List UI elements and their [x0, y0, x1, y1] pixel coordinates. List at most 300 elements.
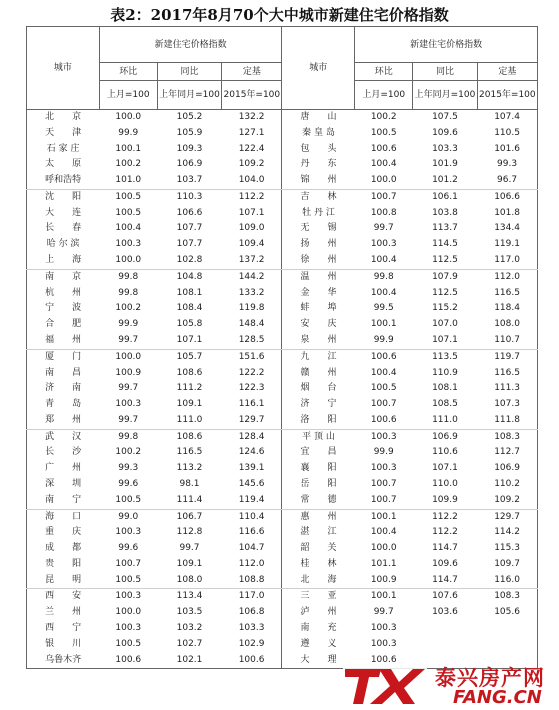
base-value: 110.7: [477, 333, 537, 349]
city-name: 呼和浩特: [27, 173, 100, 189]
mom-value: 100.3: [115, 527, 142, 538]
mom-value: 99.7: [373, 223, 394, 234]
table-row: [27, 573, 538, 589]
base-value: 129.7: [222, 413, 282, 429]
city-name: 锦 州: [282, 173, 355, 189]
yoy-value: 109.6: [432, 558, 458, 569]
yoy-value: 108.1: [176, 287, 203, 298]
header-yoy-sub-right: 上年同月=100: [413, 81, 477, 110]
yoy-value: 108.6: [176, 431, 203, 442]
table-row: [27, 110, 538, 126]
base-value: 112.0: [477, 269, 537, 285]
base-value: 137.2: [222, 253, 282, 269]
base-value: 96.7: [477, 173, 537, 189]
base-value: 107.4: [477, 110, 537, 126]
mom-value: 100.0: [99, 253, 157, 269]
base-value: 116.0: [477, 573, 537, 589]
header-base-left: 定基: [222, 63, 282, 81]
city-name: 贵 阳: [27, 557, 100, 573]
yoy-value: 105.7: [176, 351, 203, 362]
base-value: 109.4: [238, 239, 265, 250]
mom-value: 100.7: [370, 399, 397, 410]
yoy-value: 101.2: [413, 173, 477, 189]
table-row: [27, 349, 538, 365]
mom-value: 100.9: [355, 573, 413, 589]
city-name: 遵 义: [282, 637, 355, 653]
yoy-value: 109.9: [413, 493, 477, 509]
mom-value: 99.3: [118, 463, 139, 474]
table-row: [27, 445, 538, 461]
base-value: 106.9: [477, 461, 537, 477]
table-row: [27, 333, 538, 349]
table-row: [27, 269, 538, 285]
table-row: [27, 509, 538, 525]
yoy-value: 111.0: [157, 413, 221, 429]
base-value: 109.2: [238, 159, 265, 170]
mom-value: 100.0: [115, 607, 142, 618]
base-value: 103.3: [238, 623, 265, 633]
city-name: 湛 江: [282, 525, 355, 541]
base-value: 110.4: [238, 511, 265, 522]
mom-value: 99.6: [118, 478, 139, 489]
yoy-value: 107.6: [432, 591, 458, 602]
mom-value: 100.6: [370, 143, 397, 154]
city-name: 无 锡: [282, 221, 355, 237]
yoy-value: 103.5: [176, 607, 203, 618]
base-value: 108.0: [477, 317, 537, 333]
header-base-sub-left: 2015年=100: [222, 81, 282, 110]
mom-value: 100.1: [370, 591, 397, 602]
yoy-value: 110.3: [176, 191, 203, 202]
table-row: [27, 637, 538, 653]
city-name: 三 亚: [282, 589, 355, 605]
mom-value: 100.4: [370, 287, 397, 298]
base-value: 119.8: [238, 303, 265, 314]
city-name: 温 州: [282, 269, 355, 285]
mom-value: 100.4: [370, 367, 397, 378]
city-name: 常 德: [282, 493, 355, 509]
base-value: 133.2: [238, 287, 265, 298]
header-mom-left: 环比: [99, 63, 157, 81]
yoy-value: 106.9: [176, 159, 203, 170]
yoy-value: 109.1: [176, 399, 203, 410]
base-value: 119.7: [477, 349, 537, 365]
mom-value: 100.0: [115, 112, 142, 122]
city-name: 九 江: [282, 349, 355, 365]
base-value: 122.3: [238, 383, 265, 394]
base-value: 109.0: [238, 223, 265, 234]
price-index-table: [26, 26, 538, 669]
city-name: 安 庆: [282, 317, 355, 333]
table-row: [27, 189, 538, 205]
yoy-value: 106.6: [176, 207, 203, 218]
city-name: 大 连: [27, 206, 100, 222]
city-name: 北 海: [282, 573, 355, 589]
yoy-value: 105.9: [176, 127, 203, 138]
yoy-value: 111.0: [413, 413, 477, 429]
yoy-value: 112.5: [432, 287, 458, 298]
table-row: [27, 557, 538, 573]
base-value: 115.3: [477, 541, 537, 557]
table-row: [27, 126, 538, 142]
mom-value: 100.7: [370, 478, 397, 489]
city-name: 宜 昌: [282, 445, 355, 461]
table-row: [27, 541, 538, 557]
yoy-value: [413, 621, 477, 637]
city-name: 合 肥: [27, 317, 100, 333]
yoy-value: 112.2: [432, 527, 458, 538]
city-name: 长 春: [27, 221, 100, 237]
header-yoy-left: 同比: [157, 63, 221, 81]
base-value: 127.1: [238, 127, 265, 138]
mom-value: 99.9: [118, 319, 139, 330]
yoy-value: 103.2: [176, 623, 203, 633]
yoy-value: 106.7: [176, 511, 203, 522]
base-value: 129.7: [477, 509, 537, 525]
tx-logo-icon: [343, 660, 427, 708]
table-row: [27, 317, 538, 333]
base-value: 107.1: [238, 207, 265, 218]
yoy-value: 101.9: [432, 159, 458, 170]
yoy-value: 107.1: [413, 333, 477, 349]
mom-value: 101.1: [370, 558, 397, 569]
header-base-sub-right: 2015年=100: [477, 81, 537, 110]
city-name: 洛 阳: [282, 413, 355, 429]
mom-value: 100.7: [355, 493, 413, 509]
mom-value: 99.9: [118, 127, 139, 138]
header-yoy-right: 同比: [413, 63, 477, 81]
logo-name-cn: 泰兴房产网: [435, 666, 545, 690]
site-logo: [343, 660, 559, 708]
yoy-value: 103.7: [157, 173, 221, 189]
base-value: 148.4: [238, 319, 265, 330]
city-name: 南 充: [282, 621, 355, 637]
city-name: 秦 皇 岛: [282, 126, 355, 142]
base-value: 122.4: [238, 143, 265, 154]
mom-value: 101.0: [99, 173, 157, 189]
header-group-left: 新建住宅价格指数: [99, 27, 282, 63]
table-row: [27, 525, 538, 541]
city-name: 宁 波: [27, 301, 100, 317]
yoy-value: 107.7: [176, 239, 203, 250]
mom-value: 100.4: [370, 159, 397, 170]
yoy-value: 104.8: [176, 271, 203, 282]
header-mom-right: 环比: [355, 63, 413, 81]
yoy-value: 114.7: [413, 573, 477, 589]
base-value: 134.4: [477, 221, 537, 237]
mom-value: 100.6: [355, 653, 413, 669]
mom-value: 99.8: [118, 271, 139, 282]
mom-value: 100.2: [115, 303, 142, 314]
header-mom-sub-right: 上月=100: [355, 81, 413, 110]
city-name: 乌鲁木齐: [27, 653, 100, 669]
mom-value: 99.0: [118, 511, 139, 522]
city-name: 吉 林: [282, 189, 355, 205]
city-name: 南 昌: [27, 366, 100, 382]
yoy-value: 109.3: [176, 143, 203, 154]
mom-value: 100.5: [370, 127, 397, 138]
mom-value: 100.3: [370, 638, 397, 649]
city-name: 西 安: [27, 589, 100, 605]
base-value: 106.8: [238, 607, 265, 618]
city-name: 深 圳: [27, 477, 100, 493]
city-name: 泉 州: [282, 333, 355, 349]
city-name: 牡 丹 江: [282, 206, 355, 222]
mom-value: 99.7: [99, 333, 157, 349]
base-value: 109.2: [477, 493, 537, 509]
city-name: 兰 州: [27, 605, 100, 621]
mom-value: 99.5: [373, 303, 394, 314]
header-yoy-sub-left: 上年同月=100: [157, 81, 221, 110]
mom-value: 100.3: [115, 239, 142, 250]
base-value: 101.6: [477, 142, 537, 158]
city-name: 北 京: [27, 110, 100, 126]
mom-value: 100.3: [370, 431, 397, 442]
base-value: 119.1: [477, 237, 537, 253]
base-value: 139.1: [238, 463, 265, 474]
yoy-value: [413, 637, 477, 653]
mom-value: 100.0: [355, 173, 413, 189]
city-name: 上 海: [27, 253, 100, 269]
city-name: 重 庆: [27, 525, 100, 541]
mom-value: 99.9: [355, 333, 413, 349]
yoy-value: 109.6: [432, 127, 458, 138]
yoy-value: 116.5: [176, 447, 203, 458]
table-row: [27, 429, 538, 445]
mom-value: 100.4: [370, 527, 397, 538]
base-value: 116.1: [238, 399, 265, 410]
yoy-value: 108.1: [432, 383, 458, 394]
yoy-value: 103.3: [432, 143, 458, 154]
base-value: 116.6: [238, 527, 265, 538]
yoy-value: 110.9: [432, 367, 458, 378]
city-name: 长 沙: [27, 445, 100, 461]
table-row: [27, 366, 538, 382]
table-row: [27, 413, 538, 429]
mom-value: 100.8: [370, 207, 397, 218]
mom-value: 100.3: [115, 623, 142, 633]
city-name: 蚌 埠: [282, 301, 355, 317]
city-name: 扬 州: [282, 237, 355, 253]
yoy-value: 112.2: [432, 511, 458, 522]
base-value: 102.9: [238, 638, 265, 649]
yoy-value: 112.8: [176, 527, 203, 538]
base-value: 118.4: [477, 301, 537, 317]
city-name: 哈 尔 滨: [27, 237, 100, 253]
header-group-right: 新建住宅价格指数: [355, 27, 538, 63]
mom-value: 100.0: [370, 543, 397, 554]
logo-name-en: FANG.CN: [453, 687, 542, 708]
city-name: 厦 门: [27, 349, 100, 365]
mom-value: 99.8: [373, 271, 394, 282]
city-name: 烟 台: [282, 381, 355, 397]
header-city-right: 城市: [282, 27, 355, 110]
header-city-left: 城市: [27, 27, 100, 110]
yoy-value: 108.0: [157, 573, 221, 589]
mom-value: 100.3: [115, 591, 142, 602]
yoy-value: 108.6: [176, 367, 203, 378]
base-value: 132.2: [238, 112, 265, 122]
base-value: 107.3: [477, 397, 537, 413]
yoy-value: 106.9: [432, 431, 458, 442]
table-row: [27, 221, 538, 237]
mom-value: 100.4: [115, 223, 142, 234]
table-row: [27, 397, 538, 413]
city-name: 沈 阳: [27, 189, 100, 205]
table-row: [27, 301, 538, 317]
yoy-value: 107.1: [432, 463, 458, 474]
base-value: 122.2: [238, 367, 265, 378]
yoy-value: 107.5: [432, 112, 458, 122]
city-name: 惠 州: [282, 509, 355, 525]
base-value: [477, 637, 537, 653]
base-value: 151.6: [238, 351, 265, 362]
mom-value: 100.0: [115, 351, 142, 362]
mom-value: 100.2: [370, 112, 397, 122]
city-name: 济 宁: [282, 397, 355, 413]
mom-value: 99.9: [373, 447, 394, 458]
mom-value: 100.9: [115, 367, 142, 378]
city-name: 唐 山: [282, 110, 355, 126]
city-name: 南 京: [27, 269, 100, 285]
base-value: 104.7: [238, 543, 265, 554]
table-row: [27, 157, 538, 173]
mom-value: 99.8: [118, 287, 139, 298]
table-row: [27, 493, 538, 509]
table-row: [27, 461, 538, 477]
mom-value: 100.5: [115, 191, 142, 202]
mom-value: 99.8: [118, 431, 139, 442]
city-name: 丹 东: [282, 157, 355, 173]
yoy-value: 109.1: [176, 558, 203, 569]
city-name: 平 顶 山: [282, 429, 355, 445]
yoy-value: 110.0: [432, 478, 458, 489]
city-name: 福 州: [27, 333, 100, 349]
city-name: 广 州: [27, 461, 100, 477]
base-value: 128.4: [238, 431, 265, 442]
base-value: 112.0: [238, 558, 265, 569]
table-row: [27, 206, 538, 222]
base-value: 110.5: [477, 126, 537, 142]
yoy-value: 107.1: [157, 333, 221, 349]
base-value: 144.2: [238, 271, 265, 282]
base-value: 108.8: [222, 573, 282, 589]
base-value: 112.7: [477, 445, 537, 461]
yoy-value: 106.1: [432, 191, 458, 202]
city-name: 岳 阳: [282, 477, 355, 493]
yoy-value: 115.2: [432, 303, 458, 314]
base-value: 116.5: [477, 366, 537, 382]
city-name: 大 理: [282, 653, 355, 669]
table-row: [27, 286, 538, 302]
city-name: 太 原: [27, 157, 100, 173]
city-name: 郑 州: [27, 413, 100, 429]
mom-value: 100.1: [370, 319, 397, 330]
mom-value: 100.3: [370, 239, 397, 250]
yoy-value: 108.4: [176, 303, 203, 314]
yoy-value: 111.2: [176, 383, 203, 394]
yoy-value: 99.7: [179, 543, 200, 554]
base-value: 128.5: [222, 333, 282, 349]
table-title: 表2：2017年8月70个大中城市新建住宅价格指数: [110, 6, 449, 24]
mom-value: 100.3: [370, 463, 397, 474]
yoy-value: 114.7: [432, 543, 458, 554]
table-row: [27, 237, 538, 253]
mom-value: 100.3: [370, 623, 397, 633]
city-name: 韶 关: [282, 541, 355, 557]
city-name: 石 家 庄: [27, 142, 100, 158]
yoy-value: 105.2: [176, 112, 203, 122]
city-name: 济 南: [27, 381, 100, 397]
mom-value: 100.4: [355, 253, 413, 269]
yoy-value: 102.7: [176, 638, 203, 649]
yoy-value: 108.5: [432, 399, 458, 410]
header-base-right: 定基: [477, 63, 537, 81]
yoy-value: 113.5: [432, 351, 458, 362]
city-name: 天 津: [27, 126, 100, 142]
base-value: 116.5: [477, 286, 537, 302]
base-value: 101.8: [477, 206, 537, 222]
mom-value: 100.6: [99, 653, 157, 669]
mom-value: 100.5: [370, 383, 397, 394]
table-row: [27, 589, 538, 605]
city-name: 海 口: [27, 509, 100, 525]
table-row: [27, 381, 538, 397]
mom-value: 100.5: [99, 493, 157, 509]
city-name: 徐 州: [282, 253, 355, 269]
table-row: [27, 605, 538, 621]
yoy-value: 102.1: [157, 653, 221, 669]
city-name: 杭 州: [27, 286, 100, 302]
base-value: 105.6: [477, 605, 537, 621]
header-mom-sub-left: 上月=100: [99, 81, 157, 110]
mom-value: 100.2: [115, 447, 142, 458]
table-row: [27, 621, 538, 637]
city-name: 桂 林: [282, 557, 355, 573]
base-value: 117.0: [477, 253, 537, 269]
mom-value: 99.7: [118, 383, 139, 394]
yoy-value: 107.0: [432, 319, 458, 330]
mom-value: 100.5: [99, 573, 157, 589]
mom-value: 100.1: [115, 143, 142, 154]
city-name: 青 岛: [27, 397, 100, 413]
table-row: [27, 477, 538, 493]
yoy-value: 113.7: [432, 223, 458, 234]
base-value: 109.7: [477, 557, 537, 573]
mom-value: 100.2: [115, 159, 142, 170]
mom-value: 100.7: [115, 558, 142, 569]
city-name: 武 汉: [27, 429, 100, 445]
yoy-value: 105.8: [176, 319, 203, 330]
yoy-value: 114.5: [432, 239, 458, 250]
yoy-value: 111.4: [157, 493, 221, 509]
city-name: 银 川: [27, 637, 100, 653]
mom-value: 100.3: [115, 399, 142, 410]
city-name: 金 华: [282, 286, 355, 302]
yoy-value: 103.8: [432, 207, 458, 218]
yoy-value: 102.8: [157, 253, 221, 269]
mom-value: 100.1: [370, 511, 397, 522]
base-value: 145.6: [238, 478, 265, 489]
mom-value: 99.7: [373, 607, 394, 618]
yoy-value: 107.9: [432, 271, 458, 282]
mom-value: 99.6: [118, 543, 139, 554]
city-name: 赣 州: [282, 366, 355, 382]
mom-value: 100.5: [115, 638, 142, 649]
yoy-value: 113.4: [176, 591, 203, 602]
base-value: 104.0: [222, 173, 282, 189]
base-value: 114.2: [477, 525, 537, 541]
